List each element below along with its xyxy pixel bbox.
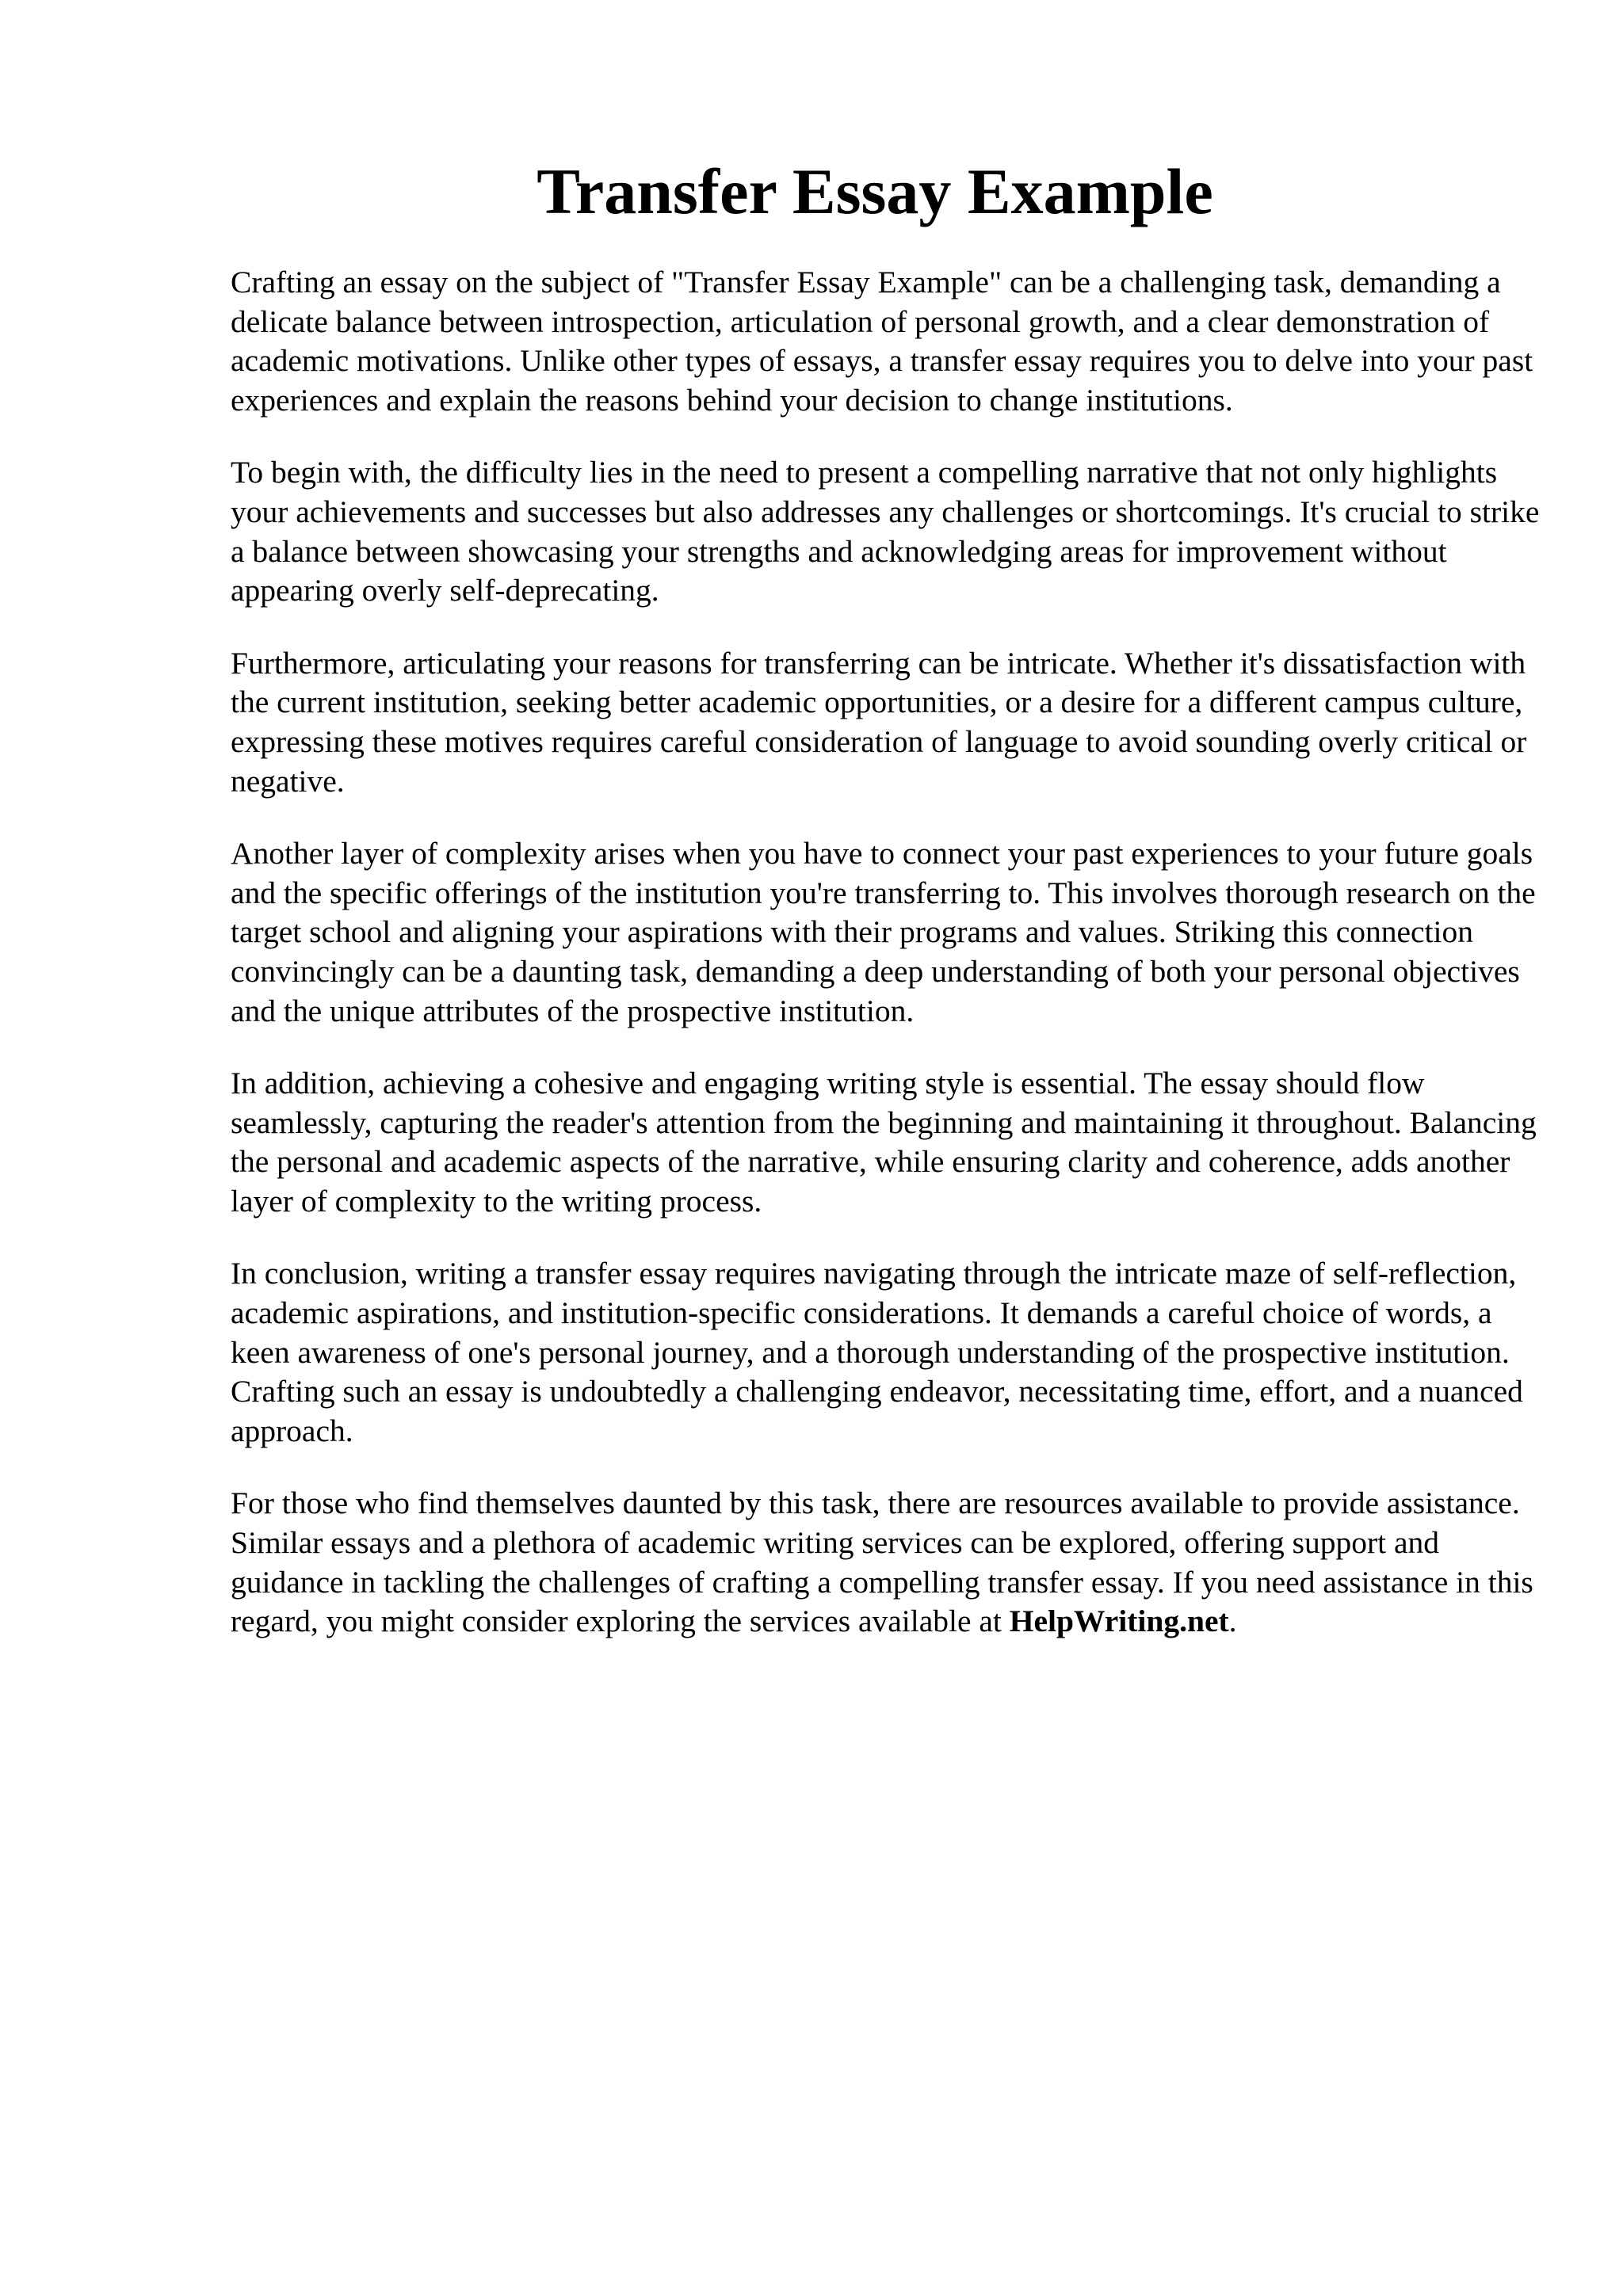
document-title: Transfer Essay Example xyxy=(537,155,1213,227)
document-body xyxy=(231,263,1546,1675)
paragraph-2: To begin with, the difficulty lies in the need to present a compelling narrative that not only highlights your achievements and successes but also addresses any challenges or shortcomings. It's crucial to strike a balance between showcasing your strengths and acknowledging areas for improvement without appearing overly self-deprecating. xyxy=(231,455,1540,608)
paragraph-5: In addition, achieving a cohesive and engaging writing style is essential. The essay should flow seamlessly, capturing the reader's attention from the beginning and maintaining it throughout. Balancing the personal and academic aspects of the narrative, while ensuring clarity and coherence, adds another layer of complexity to the writing process. xyxy=(231,1066,1537,1219)
paragraph-closing xyxy=(231,1484,1546,1641)
closing-period: . xyxy=(1228,1604,1237,1639)
paragraph-6: In conclusion, writing a transfer essay requires navigating through the intricate maze of self-reflection, academic aspirations, and institution-specific considerations. It demands a careful choice of words, a keen awareness of one's personal journey, and a thorough understanding of the prospective institution. Crafting such an essay is undoubtedly a challenging endeavor, necessitating time, effort, and a nuanced approach. xyxy=(231,1256,1523,1448)
closing-text: For those who find themselves daunted by this task, there are resources available to provide assistance. Similar essays and a plethora of academic writing services can be explored, offering support and guidance in tackling the challenges of crafting a compelling transfer essay. If you need assistance in this regard, you might consider exploring the services available at xyxy=(231,1486,1533,1639)
helpwriting-link[interactable]: HelpWriting.net xyxy=(1009,1604,1229,1639)
paragraph-3: Furthermore, articulating your reasons for transferring can be intricate. Whether it's dissatisfaction with the current institution, seeking better academic opportunities, or a desire for a different campus culture, expressing these motives requires careful consideration of language to avoid sounding overly critical or negative. xyxy=(231,645,1527,799)
paragraph-4: Another layer of complexity arises when you have to connect your past experiences to your future goals and the specific offerings of the institution you're transferring to. This involves thorough research on the target school and aligning your aspirations with their programs and values. Striking this connection convincingly can be a daunting task, demanding a deep understanding of both your personal objectives and the unique attributes of the prospective institution. xyxy=(231,836,1536,1028)
paragraph-1: Crafting an essay on the subject of "Transfer Essay Example" can be a challenging task, demanding a delicate balance between introspection, articulation of personal growth, and a clear demonstration of academic motivations. Unlike other types of essays, a transfer essay requires you to delve into your past experiences and explain the reasons behind your decision to change institutions. xyxy=(231,265,1533,418)
